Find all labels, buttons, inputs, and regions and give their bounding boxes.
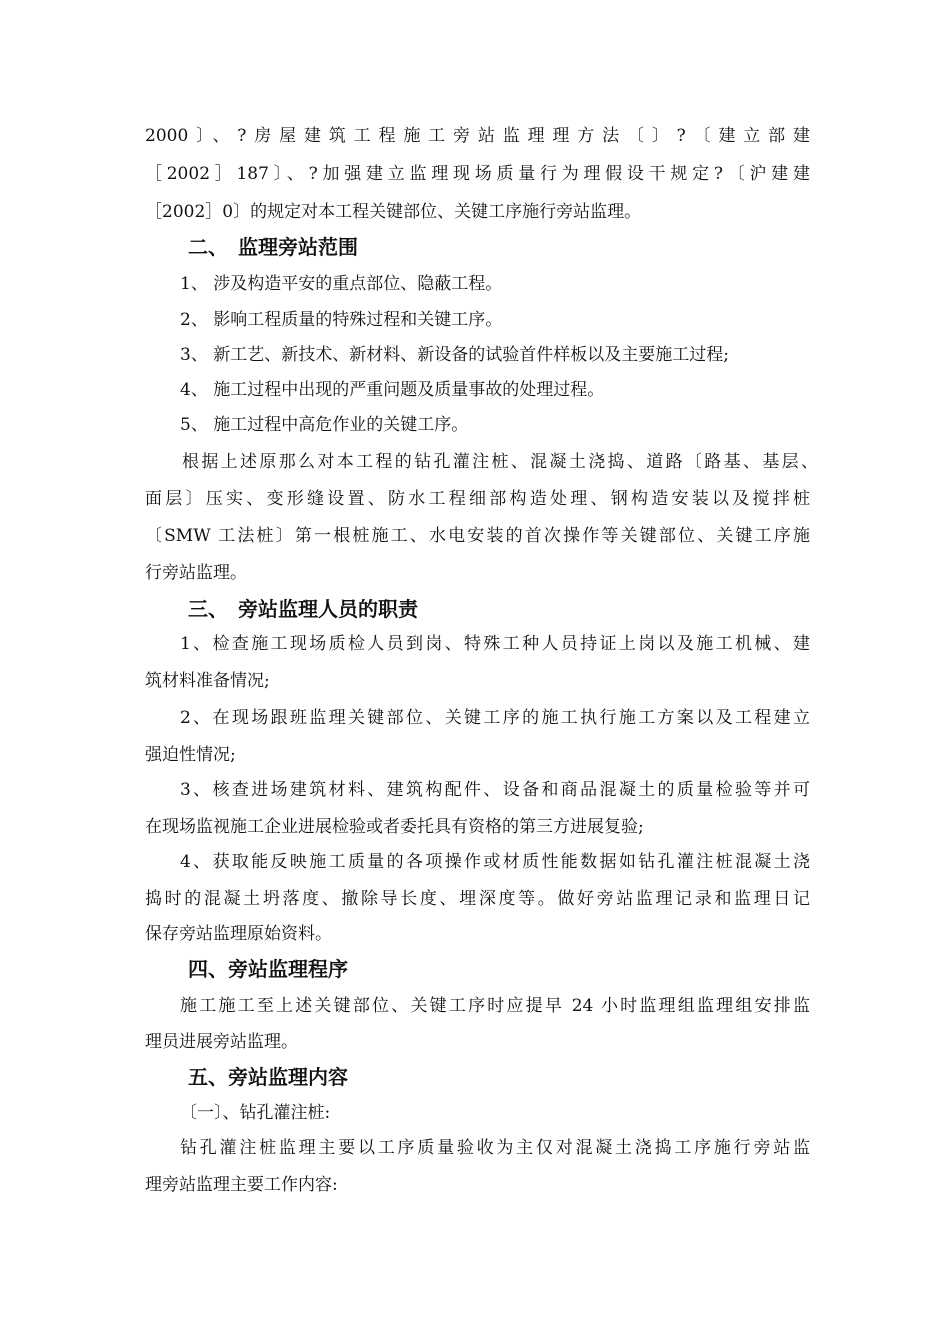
paragraph-line: 1、检查施工现场质检人员到岗、特殊工种人员持证上岗以及施工机械、建 — [180, 634, 810, 654]
paragraph-line: 筑材料准备情况; — [145, 671, 270, 691]
paragraph-line: 保存旁站监理原始资料。 — [145, 924, 332, 944]
paragraph-line: 面层〕压实、变形缝设置、防水工程细部构造处理、钢构造安装以及搅拌桩 — [145, 489, 810, 509]
section-heading: 三、 旁站监理人员的职责 — [188, 597, 418, 621]
paragraph-line: 在现场监视施工企业进展检验或者委托具有资格的第三方进展复验; — [145, 817, 644, 837]
list-item: 2、 影响工程质量的特殊过程和关键工序。 — [180, 310, 503, 330]
paragraph-line: 理员进展旁站监理。 — [145, 1032, 298, 1052]
section-heading: 四、旁站监理程序 — [188, 957, 348, 981]
list-item: 3、 新工艺、新技术、新材料、新设备的试验首件样板以及主要施工过程; — [180, 345, 729, 365]
paragraph-line: 行旁站监理。 — [145, 563, 247, 583]
paragraph-line: 捣时的混凝土坍落度、撤除导长度、埋深度等。做好旁站监理记录和监理日记 — [145, 889, 810, 909]
intro-line: 2000〕、?房屋建筑工程施工旁站监理理方法〔〕?〔建立部建 — [145, 126, 810, 146]
list-item: 4、 施工过程中出现的严重问题及质量事故的处理过程。 — [180, 380, 605, 400]
paragraph-line: 根据上述原那么对本工程的钻孔灌注桩、混凝土浇捣、道路〔路基、基层、 — [182, 452, 818, 472]
paragraph-line: 钻孔灌注桩监理主要以工序质量验收为主仅对混凝土浇捣工序施行旁站监 — [180, 1138, 810, 1158]
list-item: 5、 施工过程中高危作业的关键工序。 — [180, 415, 469, 435]
list-item: 1、 涉及构造平安的重点部位、隐蔽工程。 — [180, 274, 503, 294]
paragraph-line: 3、核查进场建筑材料、建筑构配件、设备和商品混凝土的质量检验等并可 — [180, 780, 810, 800]
section-heading: 二、 监理旁站范围 — [188, 235, 358, 259]
intro-line: ［2002］0〕的规定对本工程关键部位、关键工序施行旁站监理。 — [145, 202, 642, 222]
paragraph-line: 2、在现场跟班监理关键部位、关键工序的施工执行施工方案以及工程建立 — [180, 708, 810, 728]
paragraph-line: 〔SMW 工法桩〕第一根桩施工、水电安装的首次操作等关键部位、关键工序施 — [145, 526, 810, 546]
paragraph-line: 〔一〕、钻孔灌注桩: — [180, 1103, 331, 1123]
section-heading: 五、旁站监理内容 — [188, 1065, 348, 1089]
paragraph-line: 施工施工至上述关键部位、关键工序时应提早 24 小时监理组监理组安排监 — [180, 996, 810, 1016]
intro-line: ［2002］187〕、?加强建立监理现场质量行为理假设干规定?〔沪建建 — [145, 164, 810, 184]
paragraph-line: 4、获取能反映施工质量的各项操作或材质性能数据如钻孔灌注桩混凝土浇 — [180, 852, 810, 872]
paragraph-line: 理旁站监理主要工作内容: — [145, 1175, 338, 1195]
paragraph-line: 强迫性情况; — [145, 745, 236, 765]
